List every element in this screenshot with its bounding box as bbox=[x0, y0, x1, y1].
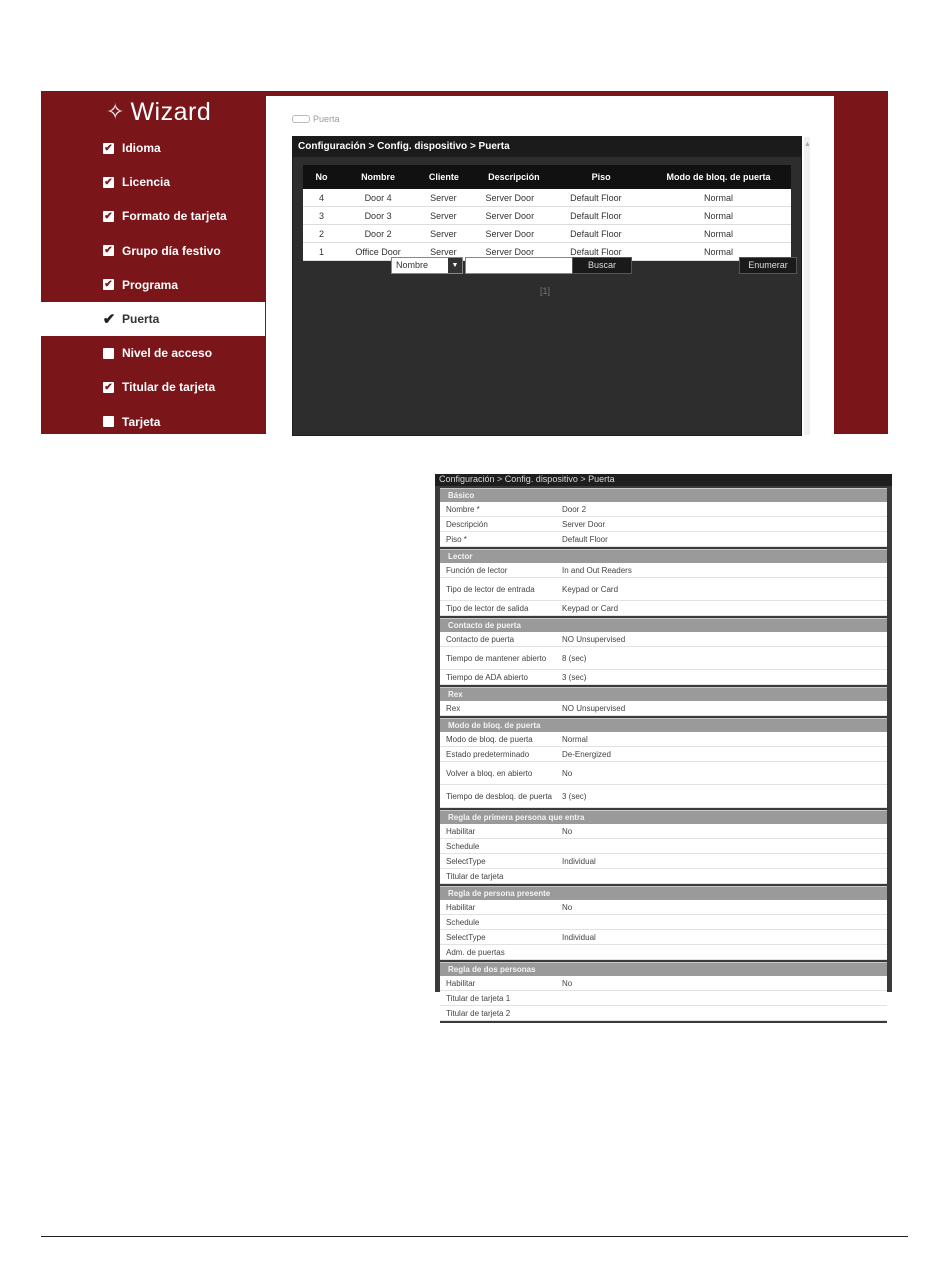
wizard-step-1[interactable] bbox=[41, 165, 265, 199]
search-field-value: Nombre bbox=[396, 260, 429, 270]
table-cell: Door 3 bbox=[340, 207, 416, 225]
wizard-step-label: Puerta bbox=[122, 312, 160, 326]
field-label: Habilitar bbox=[446, 826, 476, 836]
wizard-step-6[interactable] bbox=[41, 336, 265, 370]
door-table bbox=[303, 165, 791, 261]
field-label: Estado predeterminado bbox=[446, 749, 530, 759]
table-cell: Door 4 bbox=[340, 189, 416, 207]
field-label: Función de lector bbox=[446, 565, 508, 575]
wizard-step-5[interactable] bbox=[41, 302, 265, 336]
checkbox-checked-icon: ✔ bbox=[104, 176, 113, 188]
detail-row bbox=[440, 762, 887, 785]
detail-row bbox=[440, 532, 887, 547]
wizard-title-text: Wizard bbox=[130, 97, 212, 126]
breadcrumb-label: Puerta bbox=[313, 114, 340, 124]
device-panel bbox=[292, 136, 811, 436]
checkbox-checked-icon: ✔ bbox=[102, 310, 116, 328]
detail-row bbox=[440, 991, 887, 1006]
search-button[interactable]: Buscar bbox=[572, 257, 632, 274]
wizard-step-2[interactable] bbox=[41, 199, 265, 233]
field-value[interactable]: No bbox=[562, 826, 573, 836]
detail-row bbox=[440, 732, 887, 747]
detail-row bbox=[440, 869, 887, 884]
wizard-step-label: Grupo día festivo bbox=[122, 243, 221, 258]
field-label: Tipo de lector de entrada bbox=[446, 584, 535, 594]
magic-wand-icon: ✧ bbox=[106, 99, 125, 124]
checkbox-empty-icon bbox=[103, 416, 114, 427]
table-cell: Office Door bbox=[340, 243, 416, 261]
table-cell: Normal bbox=[646, 243, 791, 261]
door-detail-panel bbox=[435, 474, 892, 1018]
field-label: Schedule bbox=[446, 917, 480, 927]
section-header: Lector bbox=[440, 549, 887, 563]
field-value[interactable]: Keypad or Card bbox=[562, 603, 619, 613]
column-header[interactable]: Modo de bloq. de puerta bbox=[646, 165, 791, 189]
field-label: Titular de tarjeta 1 bbox=[446, 993, 511, 1003]
field-value[interactable]: 3 (sec) bbox=[562, 791, 587, 801]
section-header: Básico bbox=[440, 488, 887, 502]
detail-row bbox=[440, 915, 887, 930]
field-value[interactable]: Default Floor bbox=[562, 534, 608, 544]
table-cell: Normal bbox=[646, 225, 791, 243]
section-gap bbox=[440, 1021, 887, 1023]
detail-row bbox=[440, 824, 887, 839]
field-label: Habilitar bbox=[446, 902, 476, 912]
detail-row bbox=[440, 502, 887, 517]
field-value[interactable]: NO Unsupervised bbox=[562, 703, 626, 713]
detail-row bbox=[440, 601, 887, 616]
pagination[interactable]: [1] bbox=[540, 286, 551, 296]
column-header[interactable]: Cliente bbox=[416, 165, 471, 189]
detail-row bbox=[440, 785, 887, 808]
field-label: Contacto de puerta bbox=[446, 634, 515, 644]
field-label: Titular de tarjeta 2 bbox=[446, 1008, 511, 1018]
detail-row bbox=[440, 930, 887, 945]
breadcrumb bbox=[292, 114, 340, 124]
table-cell: Server Door bbox=[472, 189, 557, 207]
field-label: Adm. de puertas bbox=[446, 947, 505, 957]
wizard-step-label: Licencia bbox=[122, 175, 171, 190]
detail-row bbox=[440, 578, 887, 601]
field-value[interactable]: Door 2 bbox=[562, 504, 587, 514]
field-label: Piso * bbox=[446, 534, 467, 544]
scroll-up-icon[interactable]: ▲ bbox=[804, 141, 811, 148]
search-input[interactable] bbox=[465, 257, 573, 274]
field-value[interactable]: 8 (sec) bbox=[562, 653, 587, 663]
field-value[interactable]: Normal bbox=[562, 734, 588, 744]
field-value[interactable]: Individual bbox=[562, 856, 596, 866]
search-bar bbox=[391, 257, 889, 273]
door-icon bbox=[292, 115, 310, 123]
field-value[interactable]: In and Out Readers bbox=[562, 565, 632, 575]
wizard-step-label: Idioma bbox=[122, 141, 161, 155]
field-label: Volver a bloq. en abierto bbox=[446, 768, 533, 778]
detail-panel-title: Configuración > Config. dispositivo > Puerta bbox=[435, 474, 892, 486]
table-cell: Server bbox=[416, 225, 471, 243]
chevron-down-icon[interactable]: ▼ bbox=[448, 258, 462, 273]
table-row[interactable] bbox=[303, 189, 791, 207]
table-cell: Default Floor bbox=[556, 189, 646, 207]
wizard-content bbox=[266, 96, 834, 434]
table-cell: Default Floor bbox=[556, 225, 646, 243]
field-label: Tiempo de desbloq. de puerta bbox=[446, 791, 552, 801]
column-header[interactable]: Nombre bbox=[340, 165, 416, 189]
section-header: Modo de bloq. de puerta bbox=[440, 718, 887, 732]
table-cell: Door 2 bbox=[340, 225, 416, 243]
detail-row bbox=[440, 647, 887, 670]
table-cell: Default Floor bbox=[556, 207, 646, 225]
checkbox-empty-icon bbox=[103, 348, 114, 359]
table-cell: Default Floor bbox=[556, 243, 646, 261]
field-value[interactable]: No bbox=[562, 902, 573, 912]
field-label: Habilitar bbox=[446, 978, 476, 988]
table-cell: 3 bbox=[303, 207, 340, 225]
table-row[interactable] bbox=[303, 207, 791, 225]
table-cell: 2 bbox=[303, 225, 340, 243]
field-value[interactable]: No bbox=[562, 978, 573, 988]
field-value[interactable]: Individual bbox=[562, 932, 596, 942]
panel-title: Configuración > Config. dispositivo > Puerta bbox=[293, 137, 801, 157]
field-value[interactable]: De-Energized bbox=[562, 749, 611, 759]
table-cell: 4 bbox=[303, 189, 340, 207]
detail-row bbox=[440, 976, 887, 991]
column-header[interactable]: Descripción bbox=[472, 165, 557, 189]
detail-row bbox=[440, 839, 887, 854]
table-cell: 1 bbox=[303, 243, 340, 261]
wizard-step-label: Tarjeta bbox=[122, 414, 161, 429]
detail-sections bbox=[440, 488, 887, 1023]
wizard-window bbox=[41, 91, 888, 434]
search-field-select[interactable] bbox=[391, 257, 463, 274]
section-header: Regla de primera persona que entra bbox=[440, 810, 887, 824]
scrollbar[interactable] bbox=[804, 137, 810, 435]
field-label: Tiempo de mantener abierto bbox=[446, 653, 547, 663]
field-value[interactable]: 3 (sec) bbox=[562, 672, 587, 682]
field-label: SelectType bbox=[446, 932, 486, 942]
detail-row bbox=[440, 563, 887, 578]
detail-row bbox=[440, 670, 887, 685]
page-footer-rule bbox=[41, 1236, 908, 1237]
section-header: Regla de dos personas bbox=[440, 962, 887, 976]
section-header: Regla de persona presente bbox=[440, 886, 887, 900]
table-cell: Server bbox=[416, 243, 471, 261]
field-value[interactable]: Keypad or Card bbox=[562, 584, 619, 594]
wizard-step-label: Formato de tarjeta bbox=[122, 209, 227, 224]
wizard-step-label: Programa bbox=[122, 277, 179, 292]
column-header[interactable]: No bbox=[303, 165, 340, 189]
table-cell: Server Door bbox=[472, 207, 557, 225]
detail-row bbox=[440, 747, 887, 762]
wizard-step-3[interactable] bbox=[41, 234, 265, 268]
checkbox-checked-icon: ✔ bbox=[104, 142, 113, 154]
field-label: Titular de tarjeta bbox=[446, 871, 504, 881]
field-label: Schedule bbox=[446, 841, 480, 851]
field-value[interactable]: Server Door bbox=[562, 519, 606, 529]
checkbox-checked-icon: ✔ bbox=[104, 210, 113, 222]
field-label: SelectType bbox=[446, 856, 486, 866]
field-label: Tiempo de ADA abierto bbox=[446, 672, 528, 682]
checkbox-checked-icon: ✔ bbox=[104, 245, 113, 257]
section-header: Rex bbox=[440, 687, 887, 701]
table-cell: Server bbox=[416, 207, 471, 225]
detail-row bbox=[440, 1006, 887, 1021]
field-label: Nombre * bbox=[446, 504, 480, 514]
detail-row bbox=[440, 945, 887, 960]
detail-row bbox=[440, 517, 887, 532]
checkbox-checked-icon: ✔ bbox=[104, 279, 113, 291]
table-cell: Server bbox=[416, 189, 471, 207]
wizard-step-8[interactable] bbox=[41, 405, 265, 439]
detail-row bbox=[440, 900, 887, 915]
detail-row bbox=[440, 701, 887, 716]
wizard-step-0[interactable] bbox=[41, 131, 265, 165]
table-cell: Normal bbox=[646, 207, 791, 225]
wizard-title bbox=[106, 97, 211, 127]
table-cell: Server Door bbox=[472, 243, 557, 261]
table-cell: Server Door bbox=[472, 225, 557, 243]
field-label: Tipo de lector de salida bbox=[446, 603, 529, 613]
table-cell: Normal bbox=[646, 189, 791, 207]
wizard-sidebar bbox=[41, 91, 265, 434]
field-label: Modo de bloq. de puerta bbox=[446, 734, 533, 744]
detail-row bbox=[440, 632, 887, 647]
field-value[interactable]: No bbox=[562, 768, 573, 778]
field-label: Descripción bbox=[446, 519, 488, 529]
wizard-step-7[interactable] bbox=[41, 370, 265, 404]
table-row[interactable] bbox=[303, 225, 791, 243]
field-value[interactable]: NO Unsupervised bbox=[562, 634, 626, 644]
list-button[interactable]: Enumerar bbox=[739, 257, 797, 274]
section-header: Contacto de puerta bbox=[440, 618, 887, 632]
wizard-step-label: Nivel de acceso bbox=[122, 346, 213, 361]
detail-row bbox=[440, 854, 887, 869]
checkbox-checked-icon: ✔ bbox=[104, 381, 113, 393]
field-label: Rex bbox=[446, 703, 461, 713]
wizard-step-4[interactable] bbox=[41, 268, 265, 302]
column-header[interactable]: Piso bbox=[556, 165, 646, 189]
wizard-step-label: Titular de tarjeta bbox=[122, 380, 216, 395]
